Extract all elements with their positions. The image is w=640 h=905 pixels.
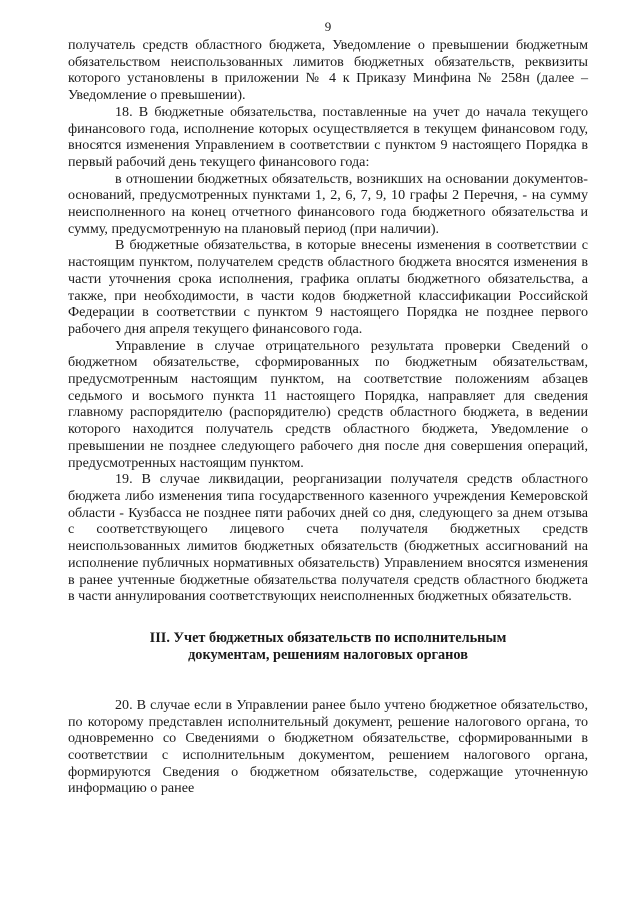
- paragraph-19: 19. В случае ликвидации, реорганизации получателя средств областного бюджета либо изменения типа государственного казенного учреждения Кемеровской области - Кузбасса не позднее пяти рабочих дней со дня, следующего за днем отзыва с соответствующего лицевого счета получателя бюджетных средств неиспользованных лимитов бюджетных обязательств (бюджетных ассигнований на исполнение публичных нормативных обязательств) Управлением вносятся изменения в ранее учтенные бюджетные обязательства получателя средств областного бюджета в части аннулирования соответствующих неисполненных бюджетных обязательств.: [68, 471, 588, 605]
- paragraph-20: 20. В случае если в Управлении ранее было учтено бюджетное обязательство, по которому представлен исполнительный документ, решение налогового органа, то одновременно со Сведениями о бюджетном обязательстве, сформированными в соответствии с исполнительным документом, решением налогового органа, формируются Сведения о бюджетном обязательстве, содержащие уточненную информацию о ранее: [68, 696, 588, 797]
- paragraph-18-notice: Управление в случае отрицательного результата проверки Сведений о бюджетном обязательстве, сформированных по бюджетным обязательствам, предусмотренным настоящим пунктом, на соответствие положениям абзацев седьмого и восьмого пункта 11 настоящего Порядка, направляет для сведения главному распорядителю (распорядителю) средств областного бюджета, в ведении которого находится получатель средств областного бюджета, Уведомление о превышении не позднее следующего рабочего дня после дня совершения операций, предусмотренных настоящим пунктом.: [68, 337, 588, 471]
- section-heading-line-1: III. Учет бюджетных обязательств по исполнительным: [149, 629, 507, 646]
- section-heading-iii: [68, 630, 588, 664]
- paragraph-continuation: получатель средств областного бюджета, Уведомление о превышении бюджетным обязательством неиспользованных лимитов бюджетных обязательств, реквизиты которого установлены в приложении № 4 к Приказу Минфина № 258н (далее – Уведомление о превышении).: [68, 37, 588, 104]
- paragraph-18-clause: в отношении бюджетных обязательств, возникших на основании документов-оснований, предусмотренных пунктами 1, 2, 6, 7, 9, 10 графы 2 Перечня, - на сумму неисполненного на конец отчетного финансового года бюджетного обязательства и сумму, предусмотренную на плановый период (при наличии).: [68, 170, 588, 237]
- paragraph-18-changes: В бюджетные обязательства, в которые внесены изменения в соответствии с настоящим пунктом, получателем средств областного бюджета вносятся изменения в части уточнения срока исполнения, графика оплаты бюджетного обязательства, а также, при необходимости, в части кодов бюджетной классификации Российской Федерации в соответствии с пунктом 9 настоящего Порядка не позднее первого рабочего дня апреля текущего финансового года.: [68, 237, 588, 337]
- paragraph-18: 18. В бюджетные обязательства, поставленные на учет до начала текущего финансового года, исполнение которых осуществляется в текущем финансовом году, вносятся изменения Управлением в соответствии с пунктом 9 настоящего Порядка в первый рабочий день текущего финансового года:: [68, 103, 588, 170]
- page-number: 9: [324, 19, 332, 34]
- body-before-section: [68, 37, 588, 605]
- body-after-section: [68, 697, 588, 797]
- section-heading-line-2: документам, решениям налоговых органов: [188, 646, 468, 663]
